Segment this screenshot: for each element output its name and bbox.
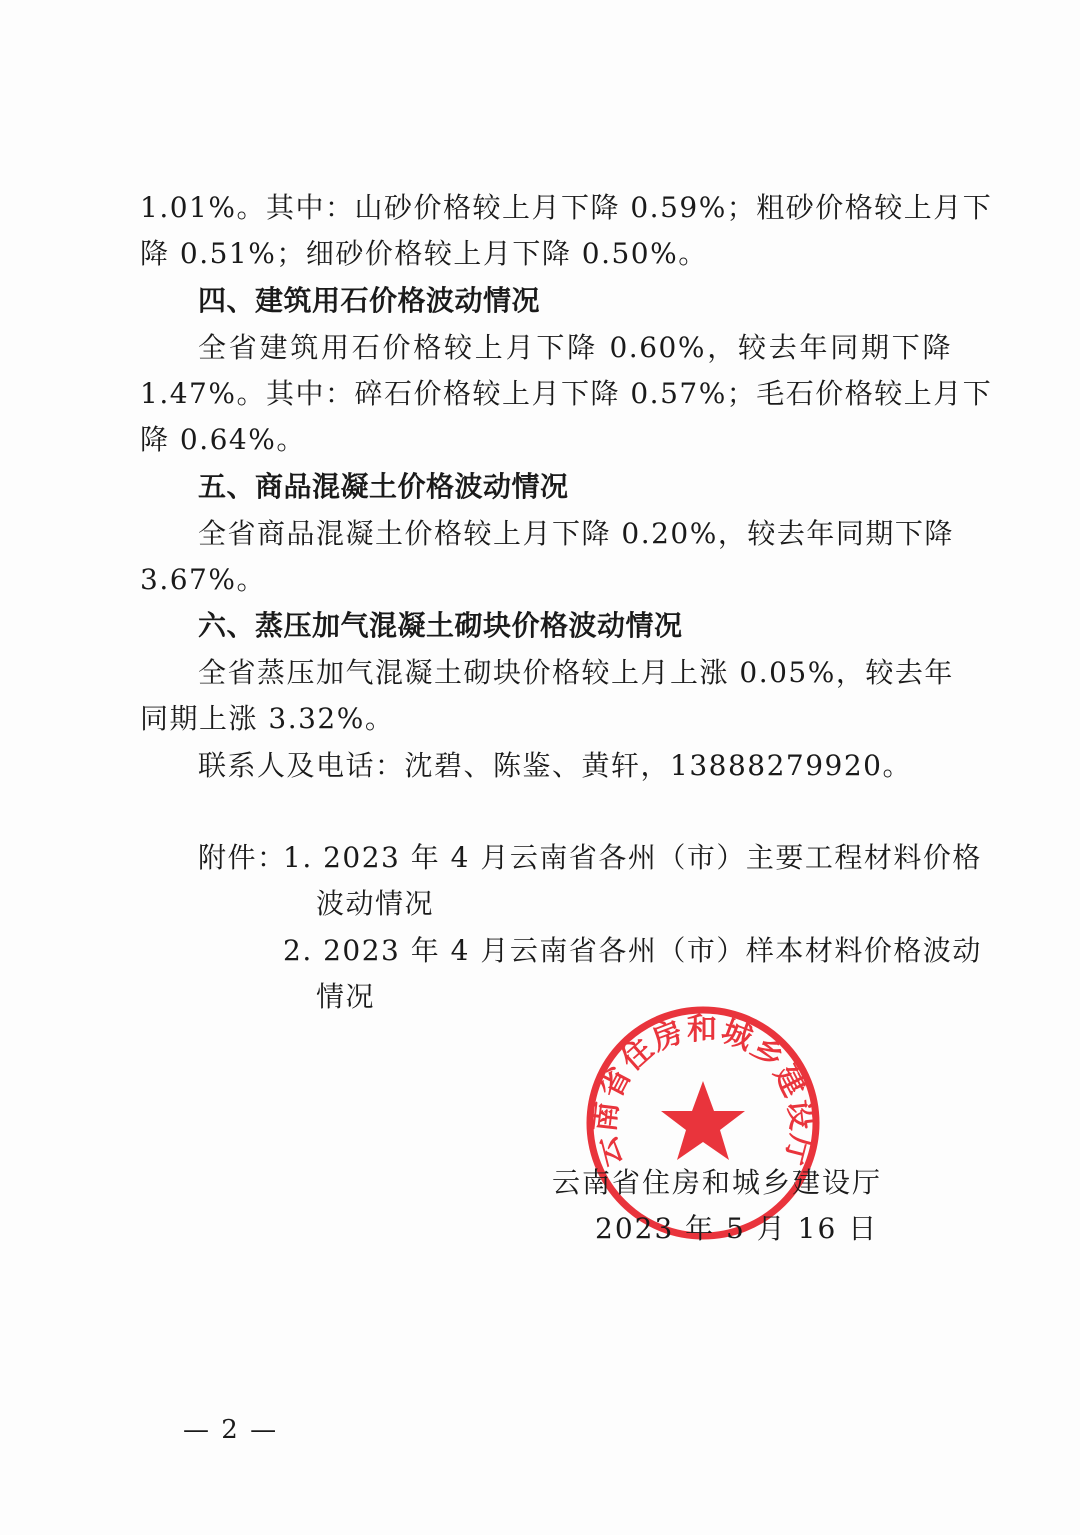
official-seal-icon	[583, 1003, 823, 1243]
paragraph-line: 全省蒸压加气混凝土砌块价格较上月上涨 0.05%，较去年	[198, 656, 954, 689]
seal-text: 云南省住房和城乡建设厅	[586, 1011, 820, 1171]
paragraph-line: 降 0.64%。	[140, 423, 306, 456]
contact-info: 联系人及电话：沈碧、陈鉴、黄轩，13888279920。	[198, 749, 912, 782]
signing-organization: 云南省住房和城乡建设厅	[552, 1166, 883, 1199]
paragraph-line: 1.47%。其中：碎石价格较上月下降 0.57%；毛石价格较上月下	[140, 377, 993, 410]
paragraph-line: 同期上涨 3.32%。	[140, 702, 395, 735]
section-heading-aac-block: 六、蒸压加气混凝土砌块价格波动情况	[198, 609, 683, 642]
attachment-item-2-cont: 情况	[316, 980, 376, 1013]
page-number: — 2 —	[183, 1415, 279, 1445]
section-heading-stone: 四、建筑用石价格波动情况	[198, 284, 541, 317]
attachments-label: 附件：	[198, 841, 287, 874]
attachment-item-1: 1. 2023 年 4 月云南省各州（市）主要工程材料价格	[283, 841, 982, 874]
paragraph-line: 降 0.51%；细砂价格较上月下降 0.50%。	[140, 237, 708, 270]
attachment-item-1-cont: 波动情况	[316, 887, 435, 920]
paragraph-line: 全省商品混凝土价格较上月下降 0.20%，较去年同期下降	[198, 517, 954, 550]
paragraph-line: 全省建筑用石价格较上月下降 0.60%，较去年同期下降	[198, 331, 952, 364]
signing-date: 2023 年 5 月 16 日	[595, 1212, 879, 1245]
paragraph-line: 3.67%。	[140, 563, 266, 596]
attachment-item-2: 2. 2023 年 4 月云南省各州（市）样本材料价格波动	[283, 934, 982, 967]
section-heading-concrete: 五、商品混凝土价格波动情况	[198, 470, 569, 503]
paragraph-line: 1.01%。其中：山砂价格较上月下降 0.59%；粗砂价格较上月下	[140, 191, 993, 224]
